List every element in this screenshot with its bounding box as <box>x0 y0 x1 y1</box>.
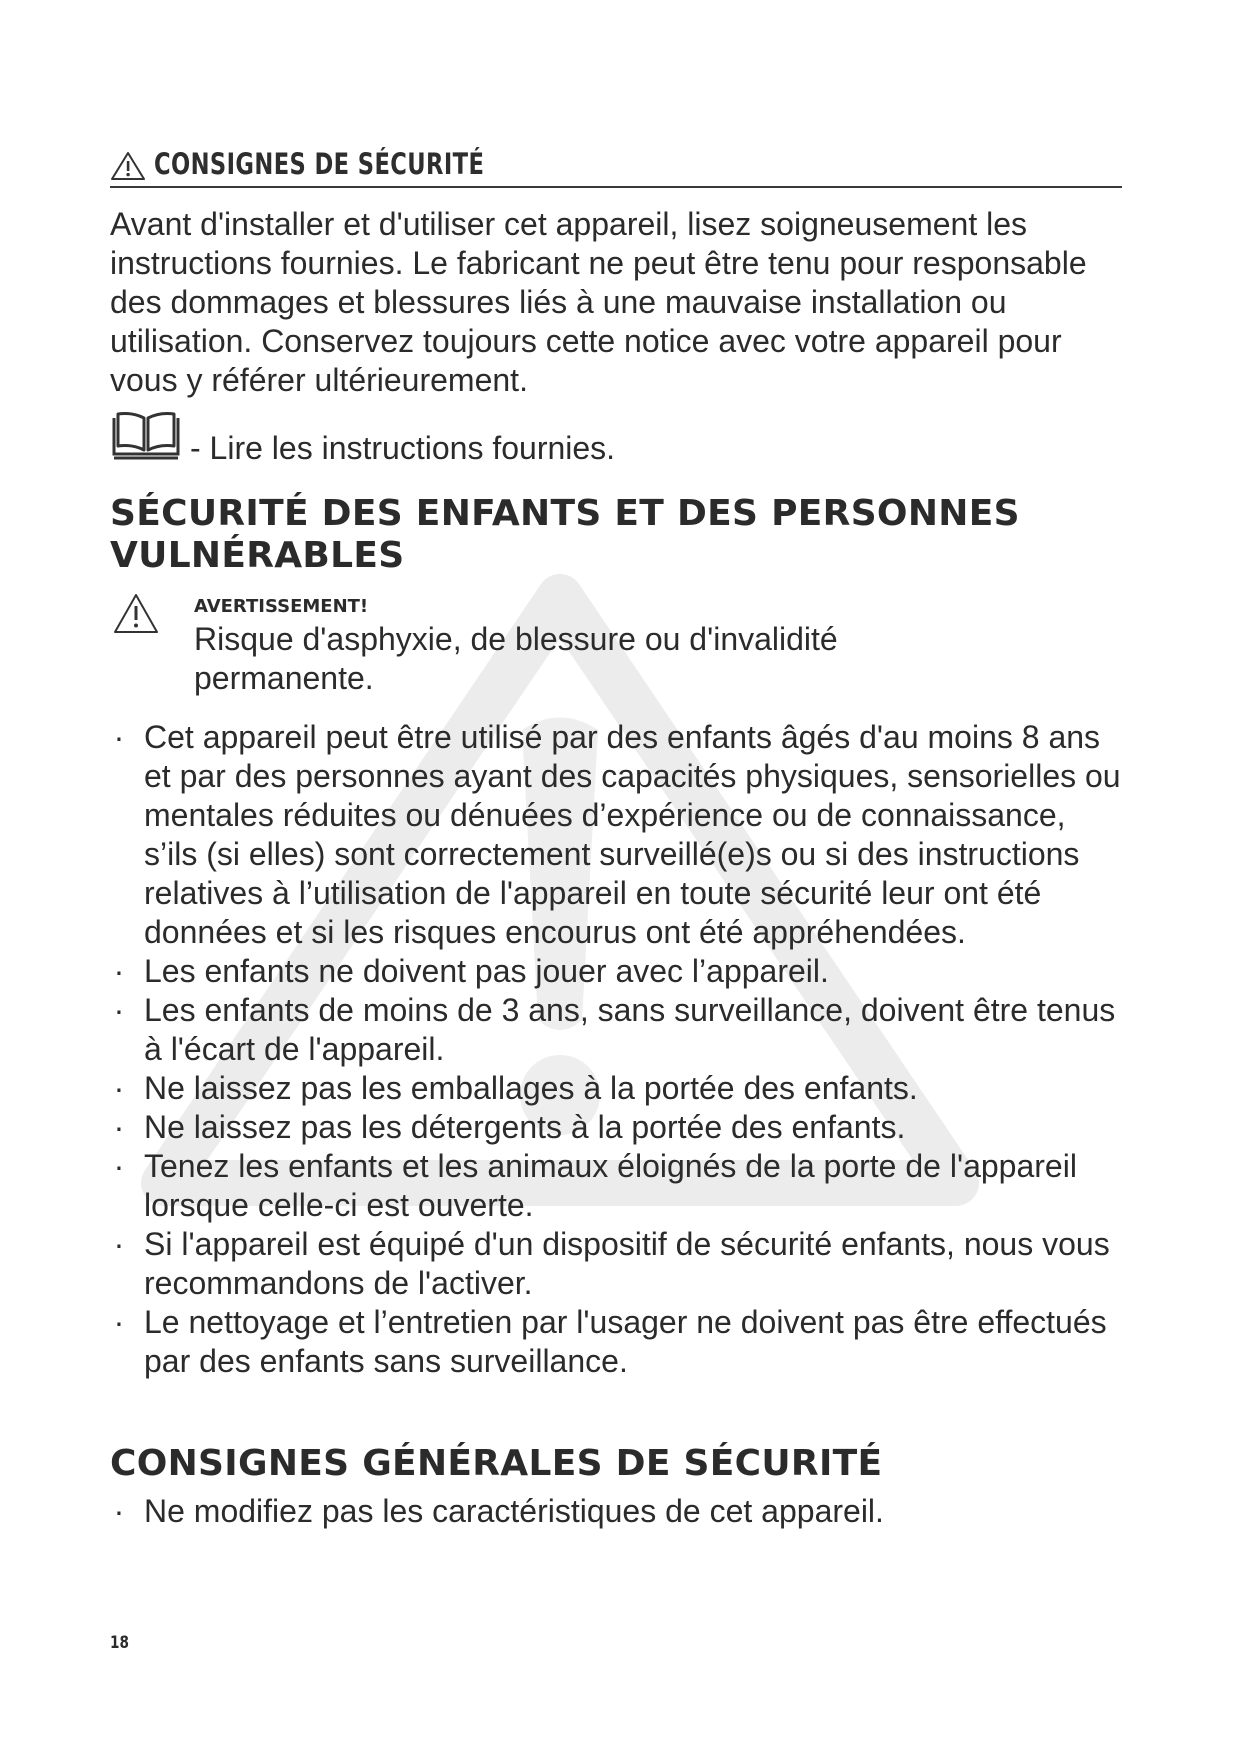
page-number: 18 <box>110 1633 129 1653</box>
list-item-text: Tenez les enfants et les animaux éloignés de la porte de l'appareil lorsque celle-ci est ouverte. <box>144 1148 1077 1223</box>
warning-triangle-icon <box>112 592 160 636</box>
list-item-text: Le nettoyage et l’entretien par l'usager ne doivent pas être effectués par des enfants sans surveillance. <box>144 1304 1107 1379</box>
general-safety-list <box>110 1492 1125 1531</box>
warning-label: AVERTISSEMENT! <box>194 596 369 617</box>
list-item <box>110 1492 1125 1531</box>
list-item-text: Ne laissez pas les emballages à la portée des enfants. <box>144 1070 918 1106</box>
page-title: CONSIGNES DE SÉCURITÉ <box>154 147 485 181</box>
list-item <box>110 1225 1125 1303</box>
warning-triangle-icon <box>110 150 146 182</box>
section-title-bar <box>110 140 1122 188</box>
list-item-text: Les enfants de moins de 3 ans, sans surveillance, doivent être tenus à l'écart de l'appareil. <box>144 992 1116 1067</box>
read-instructions-row <box>110 410 810 466</box>
list-item <box>110 1303 1125 1381</box>
list-item <box>110 1108 1125 1147</box>
warning-text: Risque d'asphyxie, de blessure ou d'invalidité permanente. <box>194 621 838 696</box>
bullet-icon: · <box>113 1304 125 1340</box>
bullet-icon: · <box>113 953 125 989</box>
intro-paragraph: Avant d'installer et d'utiliser cet appareil, lisez soigneusement les instructions fournies. Le fabricant ne peut être tenu pour responsable des dommages et blessures liés à une mauvaise installation ou utilisation. Conservez toujours cette notice avec votre appareil pour vous y référer ultérieurement. <box>110 206 1087 398</box>
bullet-icon: · <box>113 1070 125 1106</box>
list-item <box>110 718 1125 952</box>
list-item <box>110 1147 1125 1225</box>
read-instructions-text: - Lire les instructions fournies. <box>190 430 616 466</box>
list-item-text: Cet appareil peut être utilisé par des enfants âgés d'au moins 8 ans et par des personnes ayant des capacités physiques, sensorielles ou mentales réduites ou dénuées d’expérience ou de connaissance, s’ils (si elles) sont correctement surveillé(e)s ou si des instructions relatives à l’utilisation de l'appareil en toute sécurité leur ont été données et si les risques encourus ont été appréhendées. <box>144 719 1121 950</box>
list-item <box>110 952 1125 991</box>
list-item-text: Ne modifiez pas les caractéristiques de cet appareil. <box>144 1493 884 1529</box>
list-item-text: Les enfants ne doivent pas jouer avec l’appareil. <box>144 953 829 989</box>
bullet-icon: · <box>113 1109 125 1145</box>
general-safety-heading: CONSIGNES GÉNÉRALES DE SÉCURITÉ <box>110 1443 883 1484</box>
book-icon <box>110 410 182 462</box>
bullet-icon: · <box>113 992 125 1028</box>
children-safety-list <box>110 718 1125 1381</box>
list-item-text: Ne laissez pas les détergents à la portée des enfants. <box>144 1109 906 1145</box>
list-item-text: Si l'appareil est équipé d'un dispositif de sécurité enfants, nous vous recommandons de l'activer. <box>144 1226 1110 1301</box>
list-item <box>110 1069 1125 1108</box>
bullet-icon: · <box>113 1148 125 1184</box>
children-safety-heading: SÉCURITÉ DES ENFANTS ET DES PERSONNES VULNÉRABLES <box>110 493 1020 576</box>
bullet-icon: · <box>113 1226 125 1262</box>
list-item <box>110 991 1125 1069</box>
bullet-icon: · <box>113 1493 125 1529</box>
bullet-icon: · <box>113 719 125 755</box>
